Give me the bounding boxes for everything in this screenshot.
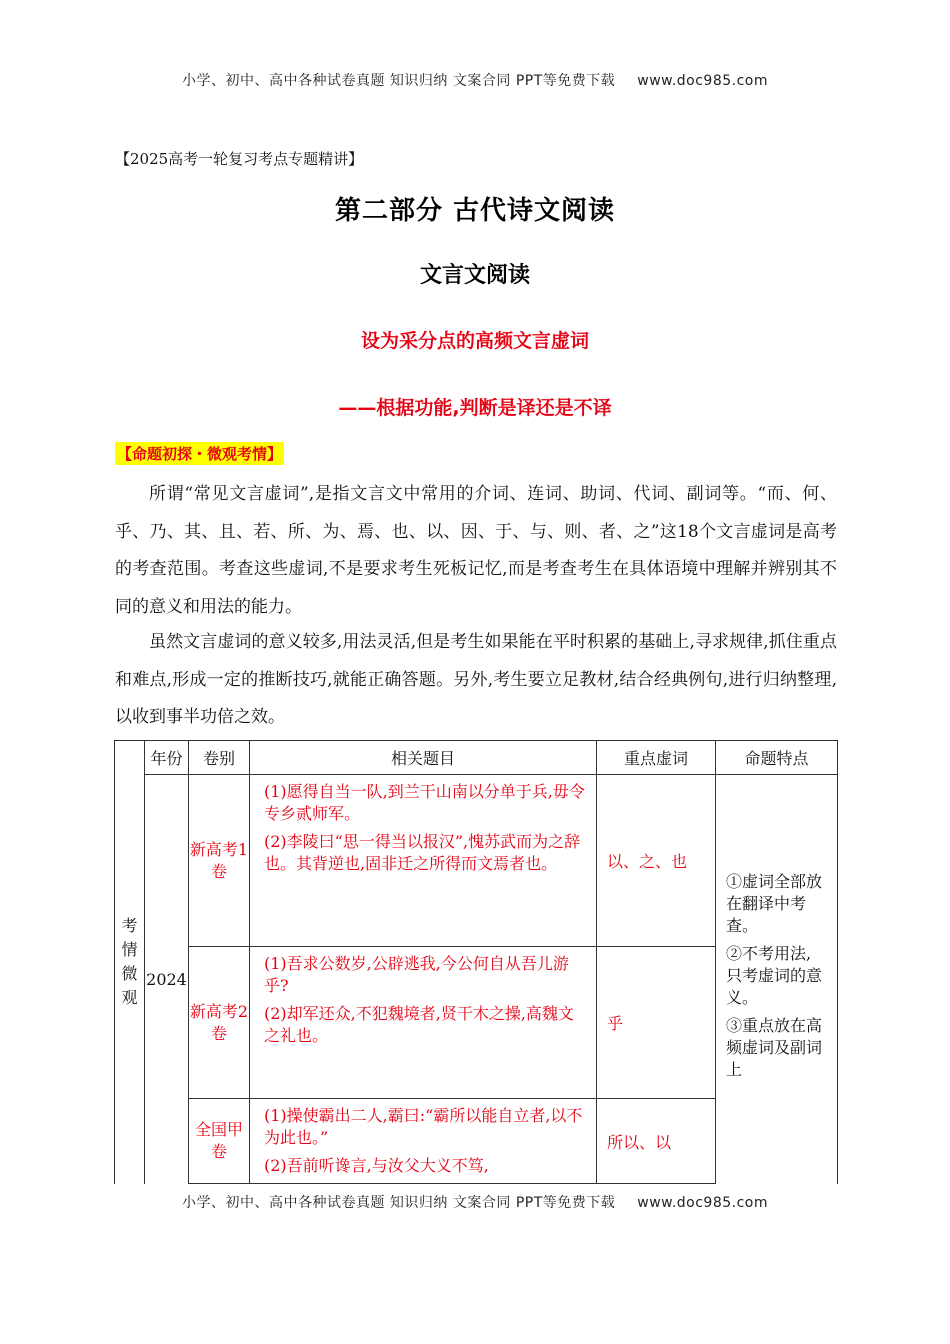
- page-footer: [0, 1192, 950, 1212]
- question-item: (2)李陵曰“思一得当以报汉”,愧苏武而为之辞也。其背逆也,固非迁之所得而文焉者也。: [264, 832, 581, 873]
- page-header: [0, 70, 950, 90]
- side-label-char: 情: [121, 940, 138, 960]
- questions-cell: [250, 1099, 597, 1184]
- exam-table: [114, 740, 838, 1184]
- feature-item: ②不考用法,只考虚词的意义。: [726, 944, 823, 1008]
- paper-cell: 新高考2卷: [189, 947, 250, 1099]
- series-tag: 【2025高考一轮复习考点专题精讲】: [115, 150, 364, 168]
- keywords-cell: 所以、以: [597, 1099, 716, 1184]
- col-header-paper: 卷别: [189, 741, 250, 775]
- topic-title: 设为采分点的高频文言虚词: [360, 330, 589, 352]
- features-cell: [716, 775, 838, 1184]
- topic-subtitle: ——根据功能,判断是译还是不译: [338, 397, 612, 419]
- question-item: (2)却军还众,不犯魏境者,贤干木之操,高魏文之礼也。: [264, 1004, 574, 1045]
- sub-title: 文言文阅读: [419, 263, 530, 288]
- feature-item: ①虚词全部放在翻译中考查。: [726, 872, 823, 936]
- section-tag: 【命题初探・微观考情】: [115, 442, 284, 465]
- questions-cell: [250, 947, 597, 1099]
- table-row: [115, 775, 838, 947]
- paper-cell: 新高考1卷: [189, 775, 250, 947]
- questions-cell: [250, 775, 597, 947]
- part-title: 第二部分 古代诗文阅读: [334, 196, 616, 226]
- question-item: (1)愿得自当一队,到兰干山南以分单于兵,毋令专乡贰师军。: [264, 782, 585, 823]
- col-header-keywords: 重点虚词: [597, 741, 716, 775]
- footer-url[interactable]: www.doc985.com: [637, 1195, 769, 1211]
- col-header-year: 年份: [145, 741, 189, 775]
- paper-cell: 全国甲卷: [189, 1099, 250, 1184]
- header-text: 小学、初中、高中各种试卷真题 知识归纳 文案合同 PPT等免费下载: [181, 73, 616, 89]
- keywords-cell: 以、之、也: [597, 775, 716, 947]
- side-label-char: 微: [121, 964, 138, 984]
- footer-text: 小学、初中、高中各种试卷真题 知识归纳 文案合同 PPT等免费下载: [181, 1195, 616, 1211]
- col-header-features: 命题特点: [716, 741, 838, 775]
- feature-item: ③重点放在高频虚词及副词上: [726, 1016, 823, 1080]
- col-header-questions: 相关题目: [250, 741, 597, 775]
- year-cell: 2024: [145, 775, 189, 1184]
- paragraph-2: 虽然文言虚词的意义较多,用法灵活,但是考生如果能在平时积累的基础上,寻求规律,抓住重点和难点,形成一定的推断技巧,就能正确答题。另外,考生要立足教材,结合经典例句,进行归纳整理,以收到事半功倍之效。: [115, 632, 837, 727]
- question-item: (1)操使霸出二人,霸曰:“霸所以能自立者,以不为此也。”: [264, 1106, 583, 1147]
- table-header-row: [115, 741, 838, 775]
- question-item: (2)吾前听谗言,与汝父大义不笃,: [264, 1156, 489, 1175]
- side-label-char: 观: [121, 988, 138, 1008]
- question-item: (1)吾求公数岁,公辟逃我,今公何自从吾儿游乎?: [264, 954, 569, 995]
- header-url[interactable]: www.doc985.com: [637, 73, 769, 89]
- keywords-cell: 乎: [597, 947, 716, 1099]
- side-label-cell: [115, 741, 145, 1184]
- side-label-char: 考: [121, 916, 138, 936]
- paragraph-1: 所谓“常见文言虚词”,是指文言文中常用的介词、连词、助词、代词、副词等。“而、何、乎、乃、其、且、若、所、为、焉、也、以、因、于、与、则、者、之”这18个文言虚词是高考的考查范围。考查这些虚词,不是要求考生死板记忆,而是考查考生在具体语境中理解并辨别其不同的意义和用法的能力。: [115, 484, 837, 617]
